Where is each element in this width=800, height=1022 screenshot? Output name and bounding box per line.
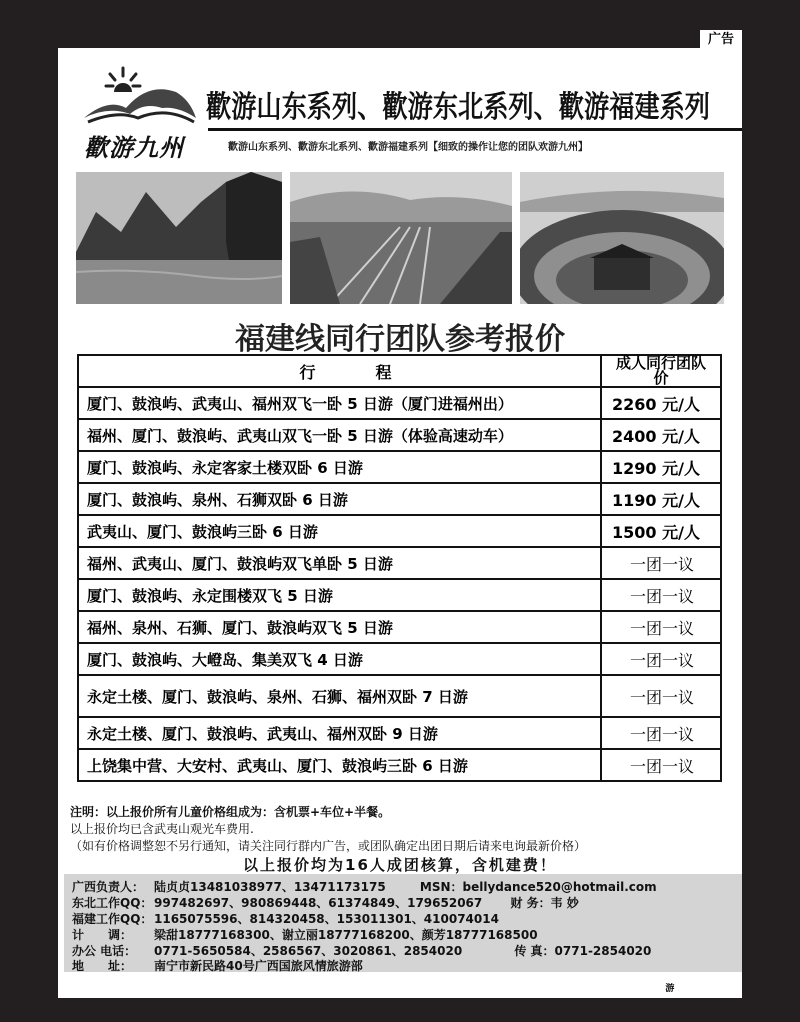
route-cell: 厦门、鼓浪屿、泉州、石狮双卧 6 日游 xyxy=(78,483,601,515)
price-cell: 1500 元/人 xyxy=(601,515,721,547)
contact-value: 陆贞贞13481038977、13471173175 xyxy=(154,880,386,894)
footer-logo-icon: 游 xyxy=(663,982,677,996)
contact-label: MSN： xyxy=(419,880,463,894)
photo-tulou xyxy=(520,172,724,304)
contact-label: 广西负责人： xyxy=(72,880,145,894)
table-row xyxy=(78,611,721,643)
subline: 歡游山东系列、歡游东北系列、歡游福建系列【细致的操作让您的团队欢游九州】 xyxy=(228,142,588,153)
price-cell: 2260 元/人 xyxy=(601,387,721,419)
footer-brand: 广西版 xyxy=(682,984,713,995)
contact-box xyxy=(64,874,742,972)
route-cell: 厦门、鼓浪屿、永定客家土楼双卧 6 日游 xyxy=(78,451,601,483)
price-cell: 一团一议 xyxy=(601,749,721,781)
table-row xyxy=(78,717,721,749)
table-header-row xyxy=(78,355,721,387)
contact-label: 财 务： xyxy=(510,896,551,910)
price-cell: 一团一议 xyxy=(601,579,721,611)
page-number: 7 xyxy=(723,981,733,996)
price-cell: 一团一议 xyxy=(601,643,721,675)
header-price: 成人同行团队价 xyxy=(601,355,721,387)
price-cell: 一团一议 xyxy=(601,675,721,717)
page-title: 福建线同行团队参考报价 xyxy=(235,322,565,357)
logo xyxy=(78,62,200,166)
contact-value: 0771-5650584、2586567、3020861、2854020 xyxy=(154,944,463,958)
route-cell: 武夷山、厦门、鼓浪屿三卧 6 日游 xyxy=(78,515,601,547)
contact-label: 计 调： xyxy=(72,928,133,942)
contact-label: 办公 电话： xyxy=(72,944,137,958)
headline-rule xyxy=(208,128,742,131)
price-cell: 1290 元/人 xyxy=(601,451,721,483)
route-cell: 厦门、鼓浪屿、永定围楼双飞 5 日游 xyxy=(78,579,601,611)
logo-mountain-sun-icon xyxy=(78,62,200,132)
price-cell: 一团一议 xyxy=(601,717,721,749)
route-cell: 福州、武夷山、厦门、鼓浪屿双飞单卧 5 日游 xyxy=(78,547,601,579)
table-row xyxy=(78,579,721,611)
contact-label: 福建工作QQ： xyxy=(72,912,153,926)
photo-railway-town xyxy=(290,172,512,304)
logo-text: 歡游九州 xyxy=(84,133,184,162)
table-row xyxy=(78,643,721,675)
route-cell: 永定土楼、厦门、鼓浪屿、泉州、石狮、福州双卧 7 日游 xyxy=(78,675,601,717)
table-row xyxy=(78,419,721,451)
table-row xyxy=(78,387,721,419)
contact-value: 韦 妙 xyxy=(550,896,579,910)
table-row xyxy=(78,515,721,547)
note-line: （如有价格调整恕不另行通知，请关注同行群内广告，或团队确定出团日期后请来电询最新价格） xyxy=(70,839,587,853)
table-row xyxy=(78,547,721,579)
note-line: 以上报价均已含武夷山观光车费用. xyxy=(70,822,254,836)
contact-value: 1165075596、814320458、153011301、410074014 xyxy=(154,912,499,926)
note-line: 注明：以上报价所有儿童价格组成为：含机票+车位+半餐。 xyxy=(70,805,391,819)
header-route: 行程 xyxy=(78,355,601,387)
ad-tag: 广告 xyxy=(700,30,742,50)
contact-row xyxy=(72,926,538,943)
contact-row xyxy=(72,878,657,895)
contact-email: bellydance520@hotmail.com xyxy=(462,880,657,894)
contact-row xyxy=(72,894,579,911)
table-row xyxy=(78,483,721,515)
price-cell: 一团一议 xyxy=(601,611,721,643)
contact-value: 梁甜18777168300、谢立丽18777168200、颜芳18777168500 xyxy=(154,928,538,942)
footer xyxy=(578,980,733,996)
notes xyxy=(70,804,586,855)
photo-wuyishan-river xyxy=(76,172,282,304)
route-cell: 上饶集中营、大安村、武夷山、厦门、鼓浪屿三卧 6 日游 xyxy=(78,749,601,781)
route-cell: 厦门、鼓浪屿、大嶝岛、集美双飞 4 日游 xyxy=(78,643,601,675)
table-row xyxy=(78,675,721,717)
table-row xyxy=(78,451,721,483)
price-cell: 一团一议 xyxy=(601,547,721,579)
price-cell: 1190 元/人 xyxy=(601,483,721,515)
contact-label: 东北工作QQ： xyxy=(72,896,153,910)
contact-label: 地 址： xyxy=(72,959,133,973)
route-cell: 厦门、鼓浪屿、武夷山、福州双飞一卧 5 日游（厦门进福州出） xyxy=(78,387,601,419)
group-pricing-note: 以上报价均为16人成团核算，含机建费！ xyxy=(243,856,557,874)
contact-value: 南宁市新民路40号广西国旅风情旅游部 xyxy=(154,959,363,973)
contact-value: 0771-2854020 xyxy=(554,944,652,958)
route-cell: 永定土楼、厦门、鼓浪屿、武夷山、福州双卧 9 日游 xyxy=(78,717,601,749)
route-cell: 福州、厦门、鼓浪屿、武夷山双飞一卧 5 日游（体验高速动车） xyxy=(78,419,601,451)
headline: 歡游山东系列、歡游东北系列、歡游福建系列 xyxy=(206,90,710,125)
price-table xyxy=(77,354,722,782)
table-row xyxy=(78,749,721,781)
route-cell: 福州、泉州、石狮、厦门、鼓浪屿双飞 5 日游 xyxy=(78,611,601,643)
price-cell: 2400 元/人 xyxy=(601,419,721,451)
contact-row xyxy=(72,957,363,974)
contact-value: 997482697、980869448、61374849、179652067 xyxy=(154,896,483,910)
footer-site: www.zyoo.net xyxy=(578,984,658,995)
contact-row xyxy=(72,910,499,927)
contact-label: 传 真： xyxy=(514,944,555,958)
